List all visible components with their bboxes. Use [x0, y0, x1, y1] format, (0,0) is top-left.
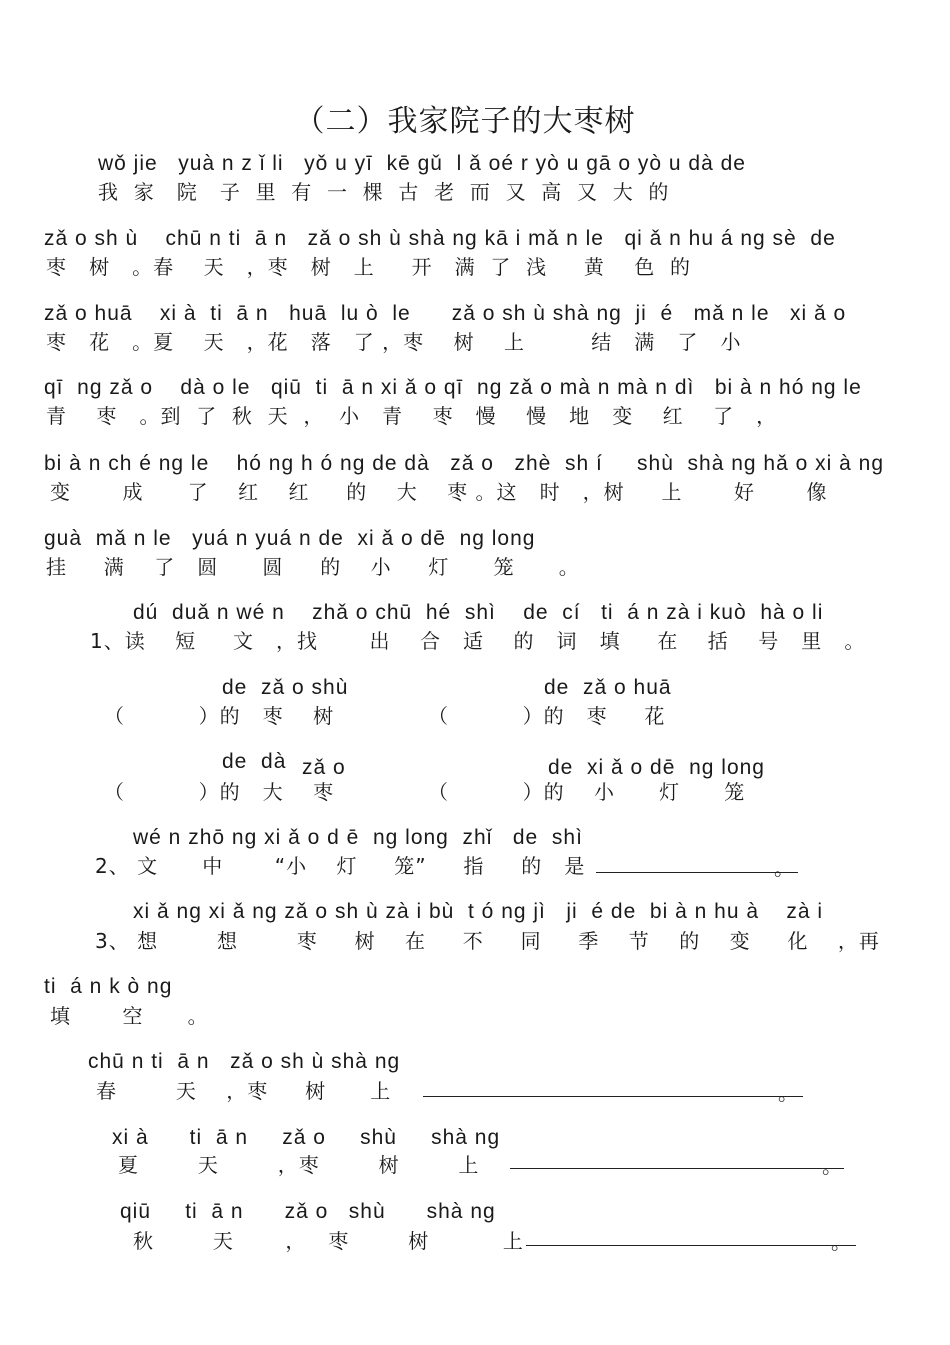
q3-row-1: 春 天 ，枣 树 上 [96, 1079, 392, 1103]
passage-text-1: 我 家 院 子 里 有 一 棵 古 老 而 又 高 又 大 的 [98, 180, 670, 204]
q2-prompt: 2、 文 中 “小 灯 笼” 指 的 是 [95, 854, 586, 878]
q1-pinyin: dú duǎ n wé n zhǎ o chū hé shì de cí ti á n zà i kuò hà o li [133, 601, 824, 624]
q1-item-3[interactable]: （ ）的 大 枣 [104, 780, 335, 804]
q1-item-1[interactable]: （ ）的 枣 树 [104, 704, 335, 728]
q1-item-4-pinyin: de xi ǎ o dē ng long [548, 756, 765, 779]
passage-pinyin-2: zǎ o sh ù chū n ti ā n zǎ o sh ù shà ng kā i mǎ n le qi ǎ n hu á ng sè de [44, 227, 836, 250]
q3-row-3-pinyin: qiū ti ā n zǎ o shù shà ng [120, 1200, 496, 1223]
passage-pinyin-1: wǒ jie yuà n z ǐ li yǒ u yī kē gǔ l ǎ oé r yò u gā o yò u dà de [98, 152, 746, 175]
q1-item-3-pinyin: de dà [222, 750, 287, 773]
q3-row-3-end: 。 [831, 1230, 852, 1254]
q3-row-1-end: 。 [778, 1081, 799, 1105]
page-title: （二）我家院子的大枣树 [294, 104, 636, 139]
q2-pinyin: wé n zhō ng xi ǎ o d ē ng long zhǐ de shì [133, 826, 583, 849]
q2-end-mark: 。 [774, 856, 795, 880]
q3-row-2: 夏 天 ，枣 树 上 [118, 1153, 480, 1177]
passage-text-2: 枣 树 。春 天 ，枣 树 上 开 满 了 浅 黄 色 的 [46, 255, 692, 279]
q3-pinyin: xi ǎ ng xi ǎ ng zǎ o sh ù zà i bù t ó ng jì ji é de bi à n hu à zà i [133, 900, 824, 923]
q3-row-1-blank[interactable] [423, 1096, 803, 1097]
passage-text-5: 变 成 了 红 红 的 大 枣 。这 时 ，树 上 好 像 [50, 480, 828, 504]
q3-row-1-pinyin: chū n ti ā n zǎ o sh ù shà ng [88, 1050, 401, 1073]
passage-pinyin-6: guà mǎ n le yuá n yuá n de xi ǎ o dē ng long [44, 527, 536, 550]
q3-pinyin-b: ti á n k ò ng [44, 975, 173, 998]
q1-item-2[interactable]: （ ）的 枣 花 [428, 704, 666, 728]
q1-item-1-pinyin: de zǎ o shù [222, 676, 349, 699]
q3-row-3: 秋 天 ， 枣 树 上 [133, 1229, 524, 1253]
q2-answer-blank[interactable] [596, 872, 798, 873]
q1-prompt: 1、读 短 文 ，找 出 合 适 的 词 填 在 括 号 里 。 [90, 629, 866, 653]
q1-item-4[interactable]: （ ）的 小 灯 笼 [428, 780, 746, 804]
q3-row-3-blank[interactable] [526, 1245, 856, 1246]
passage-pinyin-5: bi à n ch é ng le hó ng h ó ng de dà zǎ o zhè sh í shù shà ng hǎ o xi à ng [44, 452, 885, 475]
passage-text-6: 挂 满 了 圆 圆 的 小 灯 笼 。 [46, 555, 580, 579]
passage-text-4: 青 枣 。到 了 秋 天 ， 小 青 枣 慢 慢 地 变 红 了 ， [46, 404, 778, 428]
q3-prompt-b: 填 空 。 [50, 1004, 209, 1028]
q3-row-2-end: 。 [822, 1154, 843, 1178]
passage-pinyin-3: zǎ o huā xi à ti ā n huā lu ò le zǎ o sh ù shà ng ji é mǎ n le xi ǎ o [44, 302, 847, 325]
q1-item-2-pinyin: de zǎ o huā [544, 676, 672, 699]
q1-item-3-pinyin-b: zǎ o [302, 756, 346, 779]
q3-row-2-blank[interactable] [510, 1168, 844, 1169]
q3-prompt: 3、 想 想 枣 树 在 不 同 季 节 的 变 化 ，再 [95, 929, 880, 953]
passage-text-3: 枣 花 。夏 天 ，花 落 了 ，枣 树 上 结 满 了 小 [46, 330, 742, 354]
passage-pinyin-4: qī ng zǎ o dà o le qiū ti ā n xi ǎ o qī ng zǎ o mà n mà n dì bi à n hó ng le [44, 376, 862, 399]
q3-row-2-pinyin: xi à ti ā n zǎ o shù shà ng [112, 1126, 501, 1149]
